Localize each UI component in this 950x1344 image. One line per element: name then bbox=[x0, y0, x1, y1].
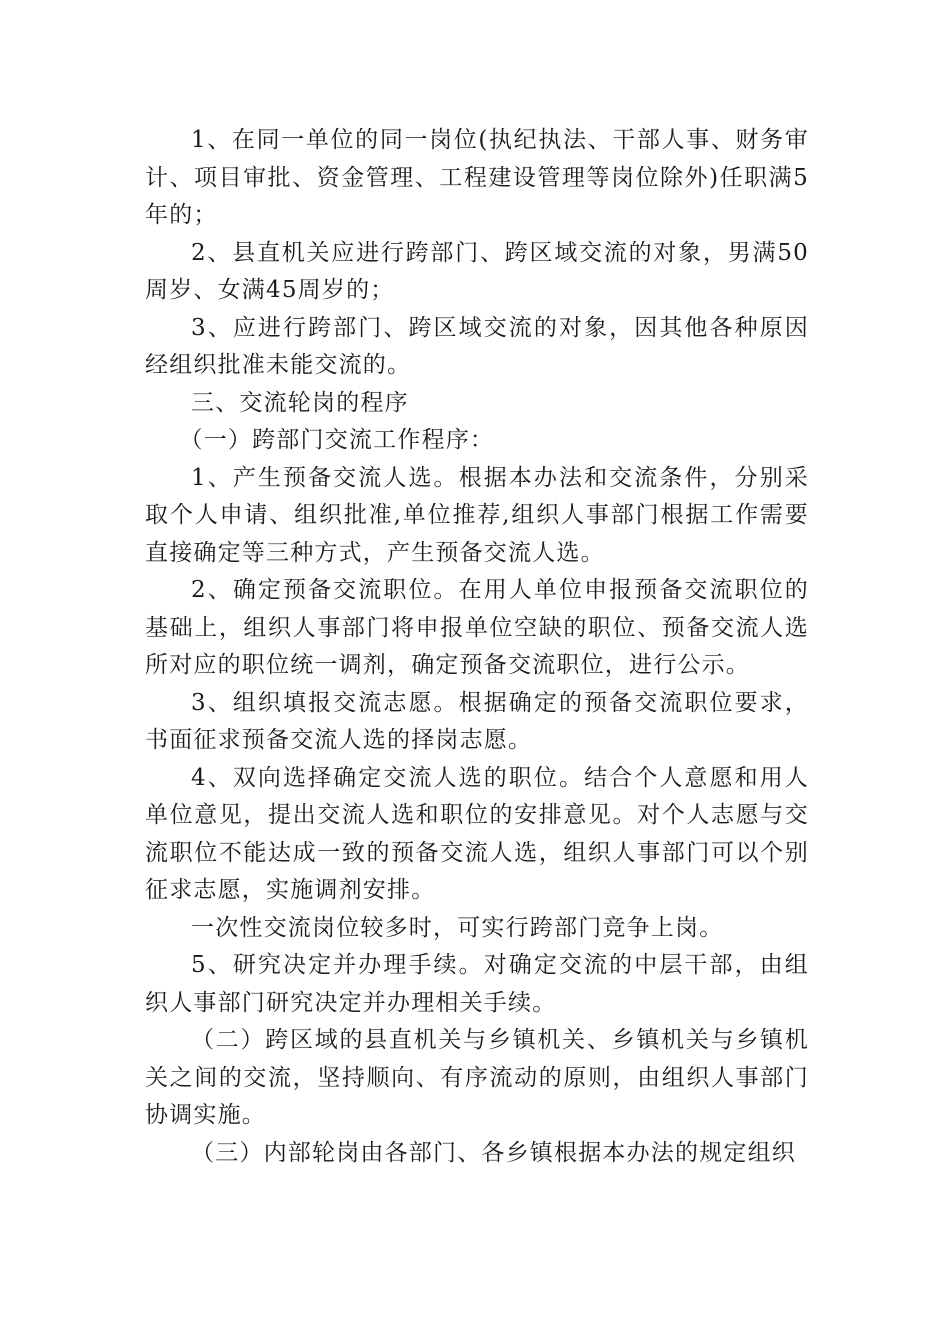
paragraph-condition-1: 1、在同一单位的同一岗位(执纪执法、干部人事、财务审计、项目审批、资金管理、工程建设管理等岗位除外)任职满5年的； bbox=[145, 127, 809, 228]
paragraph-step-2: 2、确定预备交流职位。在用人单位申报预备交流职位的基础上，组织人事部门将申报单位空缺的职位、预备交流人选所对应的职位统一调剂，确定预备交流职位，进行公示。 bbox=[145, 577, 809, 678]
paragraph-condition-3: 3、应进行跨部门、跨区域交流的对象，因其他各种原因经组织批准未能交流的。 bbox=[145, 314, 809, 378]
paragraph-step-1: 1、产生预备交流人选。根据本办法和交流条件，分别采取个人申请、组织批准,单位推荐,组织人事部门根据工作需要直接确定等三种方式，产生预备交流人选。 bbox=[145, 464, 809, 566]
paragraph-condition-2: 2、县直机关应进行跨部门、跨区域交流的对象，男满50周岁、女满45周岁的； bbox=[145, 239, 809, 303]
paragraph-competition-note: 一次性交流岗位较多时，可实行跨部门竞争上岗。 bbox=[191, 914, 724, 941]
paragraph-internal-rotation: （三）内部轮岗由各部门、各乡镇根据本办法的规定组织 bbox=[191, 1139, 796, 1166]
section-heading-procedure: 三、交流轮岗的程序 bbox=[191, 389, 409, 416]
paragraph-step-4: 4、双向选择确定交流人选的职位。结合个人意愿和用人单位意见，提出交流人选和职位的安排意见。对个人志愿与交流职位不能达成一致的预备交流人选，组织人事部门可以个别征求志愿，实施调剂安排。 bbox=[145, 764, 809, 903]
paragraph-step-3: 3、组织填报交流志愿。根据确定的预备交流职位要求，书面征求预备交流人选的择岗志愿。 bbox=[145, 689, 809, 753]
paragraph-step-5: 5、研究决定并办理手续。对确定交流的中层干部，由组织人事部门研究决定并办理相关手续。 bbox=[145, 952, 809, 1016]
subsection-heading-cross-department: （一）跨部门交流工作程序： bbox=[179, 427, 495, 453]
document-body bbox=[145, 122, 809, 1172]
paragraph-cross-region: （二）跨区域的县直机关与乡镇机关、乡镇机关与乡镇机关之间的交流，坚持顺向、有序流动的原则，由组织人事部门协调实施。 bbox=[145, 1027, 809, 1128]
